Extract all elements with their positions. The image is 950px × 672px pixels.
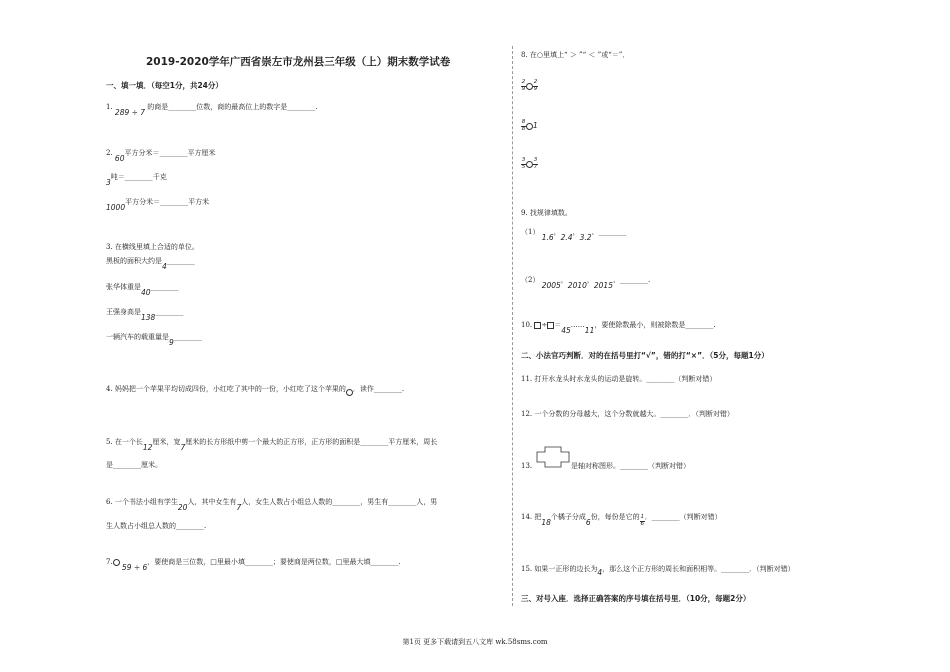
question-3-heading: 3. 在横线里填上合适的单位。 bbox=[106, 243, 199, 251]
question-9-sequence-1: （1） 1.6，2.4，3.2、________ bbox=[521, 228, 627, 242]
question-3-row-2: 张华体重是40________ bbox=[106, 283, 179, 297]
question-15: 15. 如果一正形的边长为4，那么这个正方形的周长和面积相等。________．（判断对错） bbox=[521, 565, 795, 577]
circle-blank-icon bbox=[526, 123, 533, 130]
question-12: 12. 一个分数的分母越大，这个分数就越大。________．（判断对错） bbox=[521, 410, 734, 418]
circle-blank-icon bbox=[526, 161, 533, 168]
question-13: 13. bbox=[521, 462, 533, 470]
section-1-heading: 一、填一填．（每空1分，共24分） bbox=[106, 81, 223, 90]
cross-shape-figure bbox=[536, 446, 570, 468]
question-6-line-2: 生人数占小组总人数的________. bbox=[106, 522, 207, 530]
square-blank-icon bbox=[547, 322, 554, 329]
left-column bbox=[106, 0, 504, 640]
question-4: 4. 妈妈把一个苹果平均切成四份，小红吃了其中的一份，小红吃了这个苹果的 ．读作________. bbox=[106, 385, 404, 394]
column-divider bbox=[512, 46, 513, 606]
circle-blank-icon bbox=[526, 83, 533, 90]
question-10: 10. ÷ ＝45……11，要使除数最小，则被除数是________. bbox=[521, 321, 716, 335]
question-8-row-1: $\frac{2}{9}$ $\frac{2}{9}$ bbox=[521, 79, 538, 92]
question-14: 14. 把18个橘子分成6份，每份是它的 $\frac{1}{6}$ ．________（判断对错） bbox=[521, 513, 722, 527]
question-7: 7. 59 ÷ 6，要使商是三位数，□里最小填________；要使商是两位数，□里最大填________. bbox=[106, 558, 401, 572]
question-1: 1. 289 ÷ 7 的商是________位数，商的最高位上的数字是________. bbox=[106, 103, 318, 117]
question-13-text: 是轴对称图形。________（判断对错） bbox=[571, 462, 690, 470]
question-6-line-1: 6. 一个书法小组有学生20人，其中女生有7人，女生人数占小组总人数的________，男生有________人，男 bbox=[106, 498, 438, 512]
question-2-line-1: 2. 60平方分米＝________平方厘米 bbox=[106, 149, 216, 163]
question-2-line-3: 1000平方分米＝________平方米 bbox=[106, 198, 210, 212]
question-11: 11. 打开水龙头时水龙头的运动是旋转。________（判断对错） bbox=[521, 375, 717, 383]
exam-title: 2019-2020学年广西省崇左市龙州县三年级（上）期末数学试卷 bbox=[146, 56, 451, 68]
question-8-heading: 8. 在○里填上“ ＞ ”“ ＜ ”或“＝”． bbox=[521, 51, 630, 59]
question-3-row-1: 黑板的面积大约是4________ bbox=[106, 257, 195, 271]
question-2-line-2: 3吨＝________千克 bbox=[106, 173, 167, 187]
question-9-heading: 9. 找规律填数。 bbox=[521, 209, 572, 217]
question-8-row-3: $\frac{3}{5}$ $\frac{3}{7}$ bbox=[521, 157, 538, 170]
right-column bbox=[521, 0, 852, 640]
question-3-row-4: 一辆汽车的载重量是9________ bbox=[106, 333, 202, 347]
q1-expression: 289 ÷ 7 bbox=[114, 108, 146, 117]
circle-blank-icon bbox=[113, 559, 120, 566]
page-footer: 第1页 更多下载请到五八文库 wk.58sms.com bbox=[402, 638, 548, 646]
circle-blank-icon bbox=[346, 389, 353, 396]
question-5-line-2: 是________厘米。 bbox=[106, 461, 162, 469]
question-8-row-2: $\frac{8}{8}$ 1 bbox=[521, 119, 538, 132]
question-9-sequence-2: （2） 2005，2010，2015、________. bbox=[521, 276, 651, 290]
section-3-heading: 三、对号入座．选择正确答案的序号填在括号里．（10分，每题2分） bbox=[521, 594, 751, 603]
question-3-row-3: 王强身高是138________ bbox=[106, 308, 184, 322]
question-5-line-1: 5. 在一个长12厘米，宽7厘米的长方形纸中剪一个最大的正方形，正方形的面积是________平方厘米，周长 bbox=[106, 438, 438, 452]
square-blank-icon bbox=[534, 322, 541, 329]
section-2-heading: 二、小法官巧判断．对的在括号里打“√”，错的打“×”．（5分，每题1分） bbox=[521, 351, 769, 360]
